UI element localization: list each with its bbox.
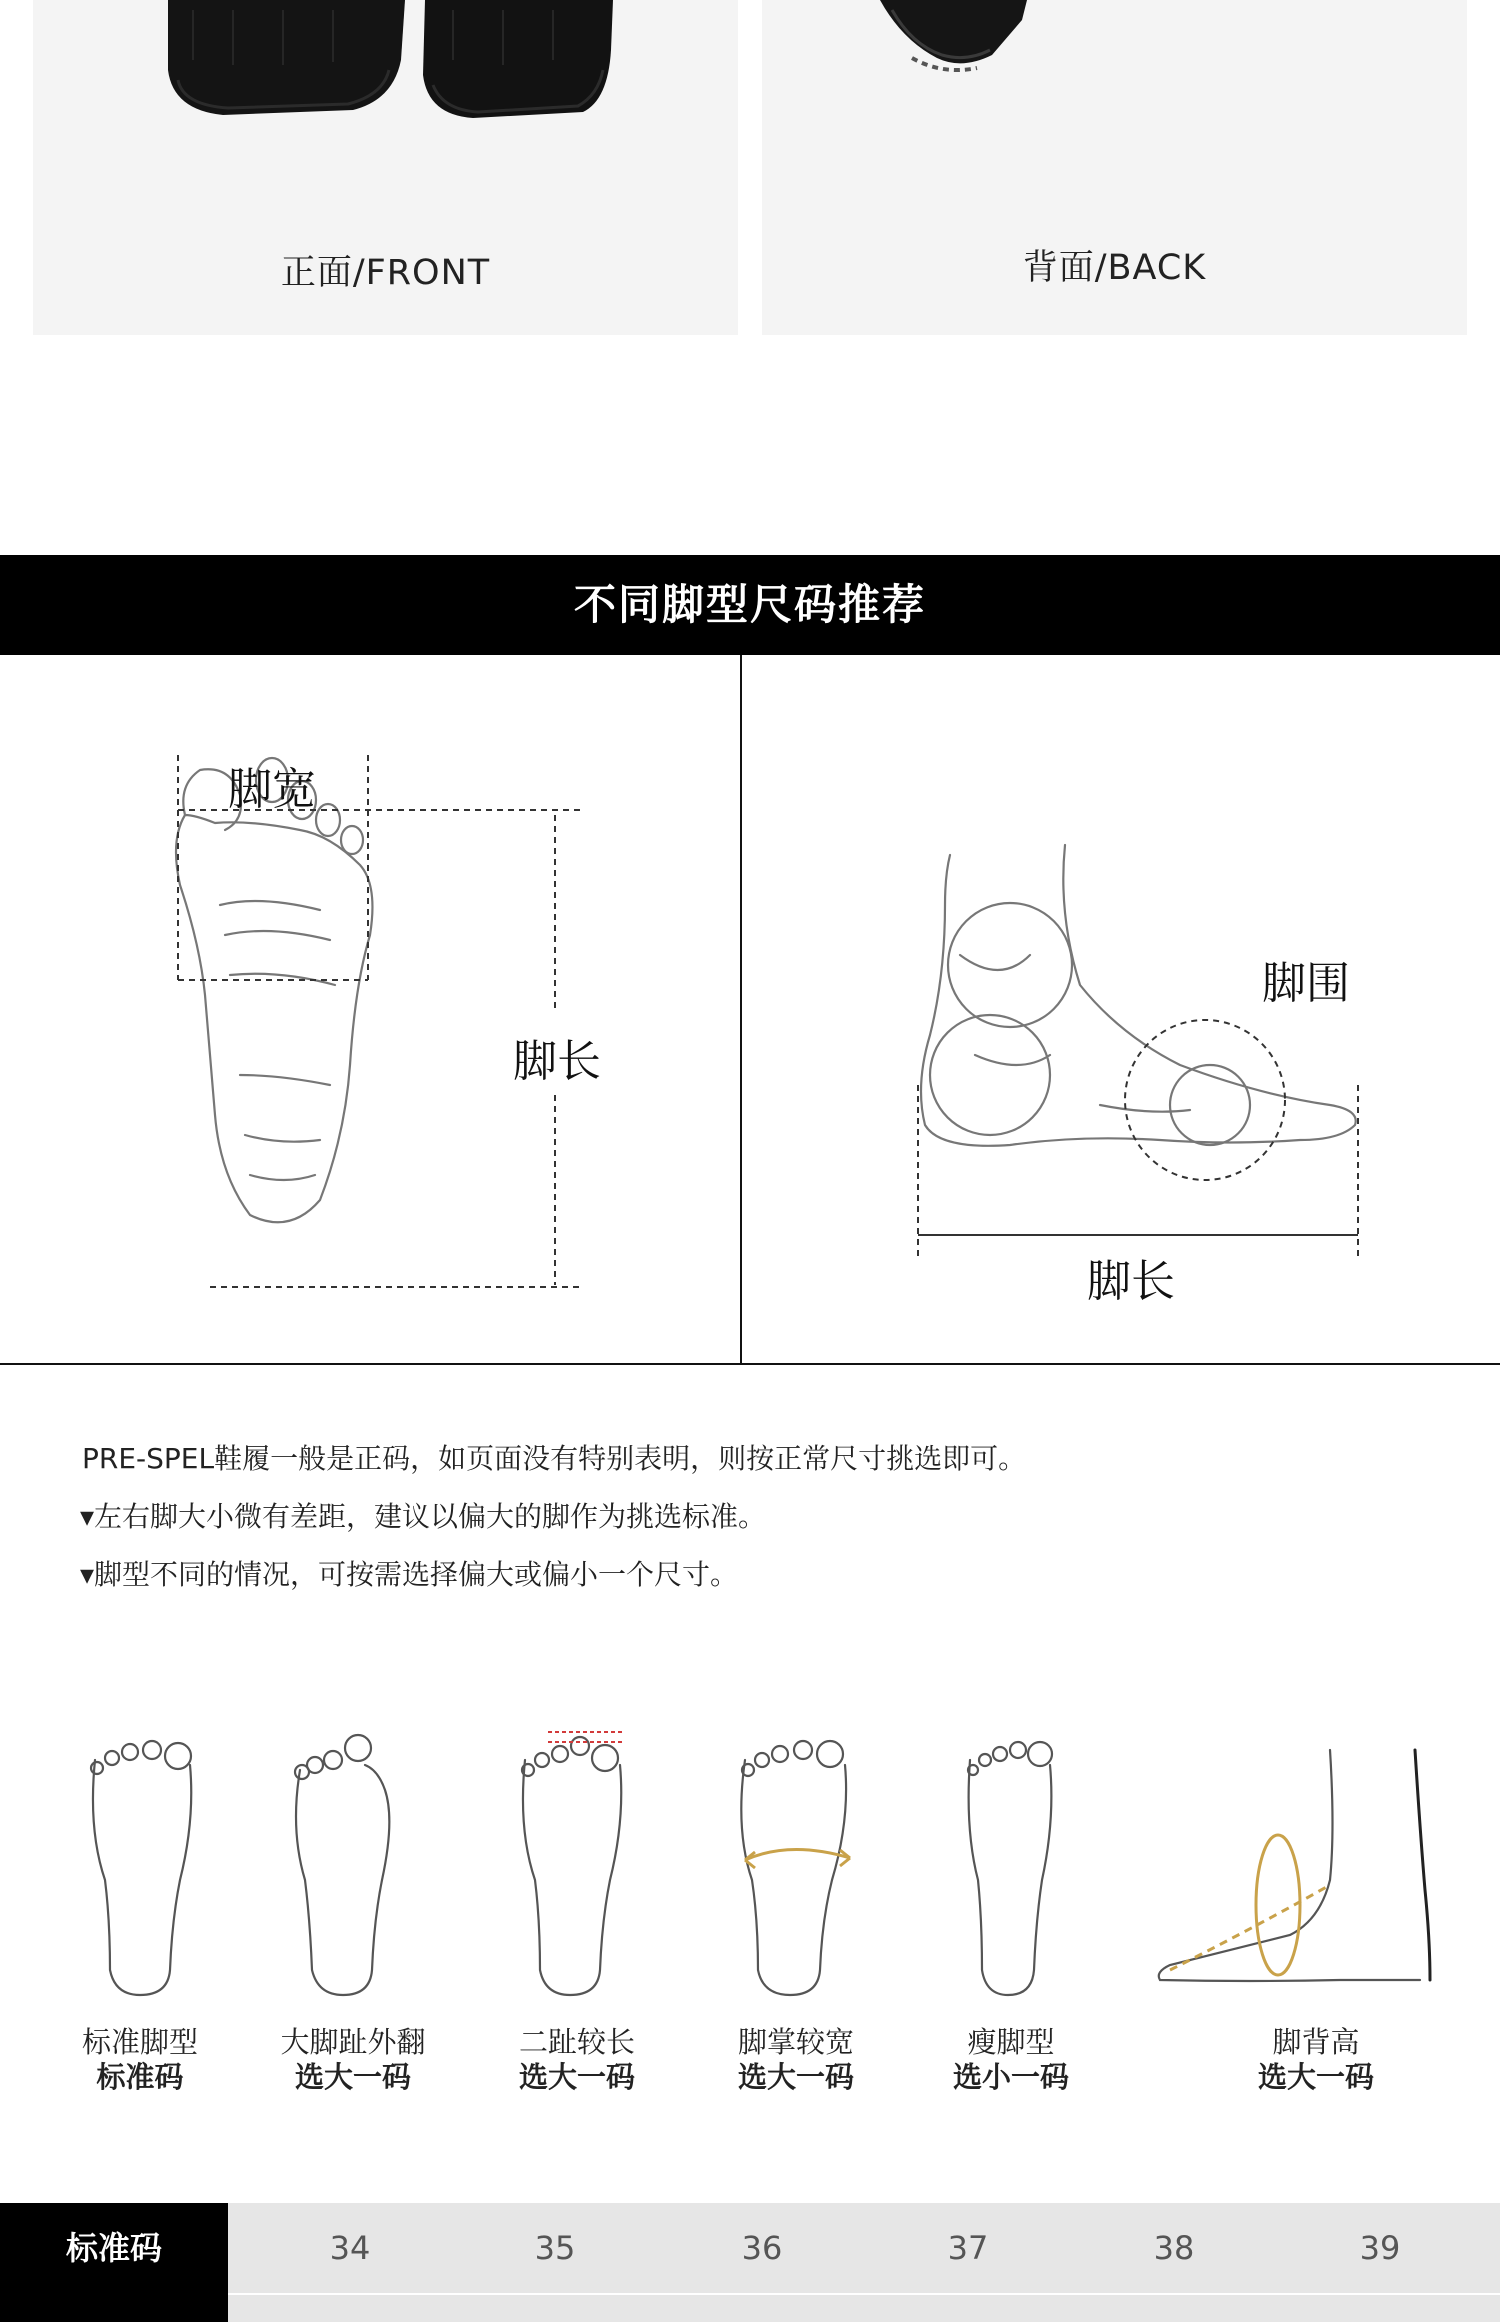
- foot-type-slim: 瘦脚型 选小一码: [952, 2025, 1069, 2094]
- size-table-header-cell: [0, 2203, 228, 2322]
- size-table: [0, 2203, 1500, 2322]
- size-row: [228, 2203, 1500, 2293]
- size-cell: 39: [1359, 2229, 1401, 2267]
- note-line-2: ▾左右脚大小微有差距，建议以偏大的脚作为挑选标准。: [80, 1500, 767, 1533]
- foot-type-long-second-toe: 二趾较长 选大一码: [518, 2025, 635, 2094]
- section-title-bar: 不同脚型尺码推荐: [0, 555, 1500, 655]
- back-caption: 背面/BACK: [1022, 248, 1207, 288]
- measurement-diagram: [0, 655, 1500, 1365]
- foot-type-bunion: 大脚趾外翻 选大一码: [280, 2025, 426, 2094]
- size-cell: 36: [741, 2229, 783, 2267]
- foot-types-row: [0, 1680, 1500, 2100]
- size-cell: 34: [329, 2229, 371, 2267]
- front-caption: 正面/FRONT: [280, 253, 491, 293]
- foot-length-label-right: 脚长: [1087, 1256, 1175, 1307]
- foot-type-high-instep: 脚背高 选大一码: [1257, 2025, 1374, 2094]
- note-line-1: PRE-SPEL鞋履一般是正码，如页面没有特别表明，则按正常尺寸挑选即可。: [82, 1442, 1027, 1475]
- size-cell: 37: [947, 2229, 989, 2267]
- back-photo-panel: [762, 0, 1467, 335]
- foot-length-label-left: 脚长: [513, 1036, 601, 1087]
- size-cell: 38: [1153, 2229, 1195, 2267]
- foot-type-wide: 脚掌较宽 选大一码: [737, 2025, 854, 2094]
- horizontal-divider: [0, 1363, 1500, 1365]
- size-row-next: [228, 2295, 1500, 2322]
- foot-girth-label: 脚围: [1262, 958, 1350, 1009]
- foot-width-label: 脚宽: [228, 764, 316, 815]
- foot-type-standard: 标准脚型 标准码: [81, 2025, 198, 2094]
- size-notes: [80, 1430, 1440, 1604]
- front-photo-panel: [33, 0, 738, 335]
- note-line-3: ▾脚型不同的情况，可按需选择偏大或偏小一个尺寸。: [80, 1558, 739, 1591]
- size-cell: 35: [534, 2229, 576, 2267]
- vertical-divider: [740, 655, 742, 1365]
- size-table-header: 标准码: [65, 2229, 162, 2267]
